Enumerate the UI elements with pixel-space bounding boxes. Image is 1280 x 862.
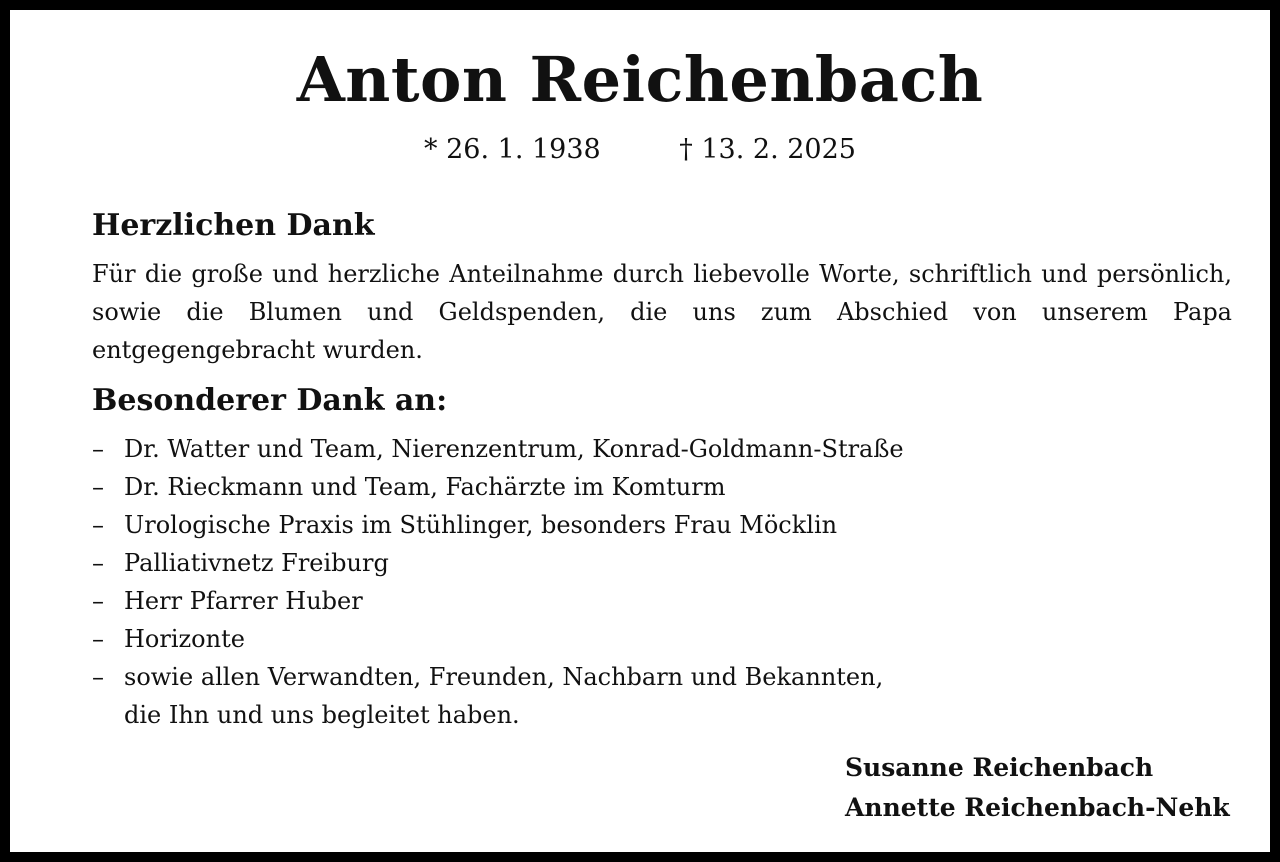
list-item	[92, 506, 1192, 544]
life-dates	[10, 134, 1270, 166]
list-item-text: Palliativnetz Freiburg	[124, 549, 389, 577]
birth-date: * 26. 1. 1938	[424, 134, 601, 165]
list-item	[92, 620, 1192, 658]
list-dash: –	[92, 587, 104, 615]
list-item-text: Dr. Watter und Team, Nierenzentrum, Konrad-Goldmann-Straße	[124, 435, 904, 463]
list-item-text: Horizonte	[124, 625, 245, 653]
list-item	[92, 544, 1192, 582]
list-item	[92, 582, 1192, 620]
list-dash: –	[92, 435, 104, 463]
signatures	[845, 748, 1230, 828]
list-item-text: Dr. Rieckmann und Team, Fachärzte im Komturm	[124, 473, 726, 501]
list-item-text: Herr Pfarrer Huber	[124, 587, 363, 615]
list-dash: –	[92, 663, 104, 691]
deceased-name: Anton Reichenbach	[296, 43, 984, 116]
list-item-continuation: die Ihn und uns begleitet haben.	[124, 701, 520, 729]
list-dash: –	[92, 473, 104, 501]
signature-susanne: Susanne Reichenbach	[845, 753, 1154, 782]
list-item-text: sowie allen Verwandten, Freunden, Nachbarn und Bekannten,	[124, 663, 884, 691]
thanks-heading: Herzlichen Dank	[92, 208, 375, 243]
special-thanks-heading: Besonderer Dank an:	[92, 383, 448, 418]
list-item	[92, 430, 1192, 468]
death-date: † 13. 2. 2025	[679, 134, 856, 165]
list-dash: –	[92, 549, 104, 577]
special-thanks-list	[92, 430, 1192, 734]
list-dash: –	[92, 625, 104, 653]
list-item	[92, 658, 1192, 734]
list-dash: –	[92, 511, 104, 539]
list-item	[92, 468, 1192, 506]
list-item-text: Urologische Praxis im Stühlinger, besonders Frau Möcklin	[124, 511, 838, 539]
signature-annette: Annette Reichenbach-Nehk	[845, 793, 1230, 822]
thanks-body: Für die große und herzliche Anteilnahme durch liebevolle Worte, schriftlich und persönlich, sowie die Blumen und Geldspenden, die uns zum Abschied von unserem Papa entgegengebracht wurden.	[92, 260, 1232, 364]
